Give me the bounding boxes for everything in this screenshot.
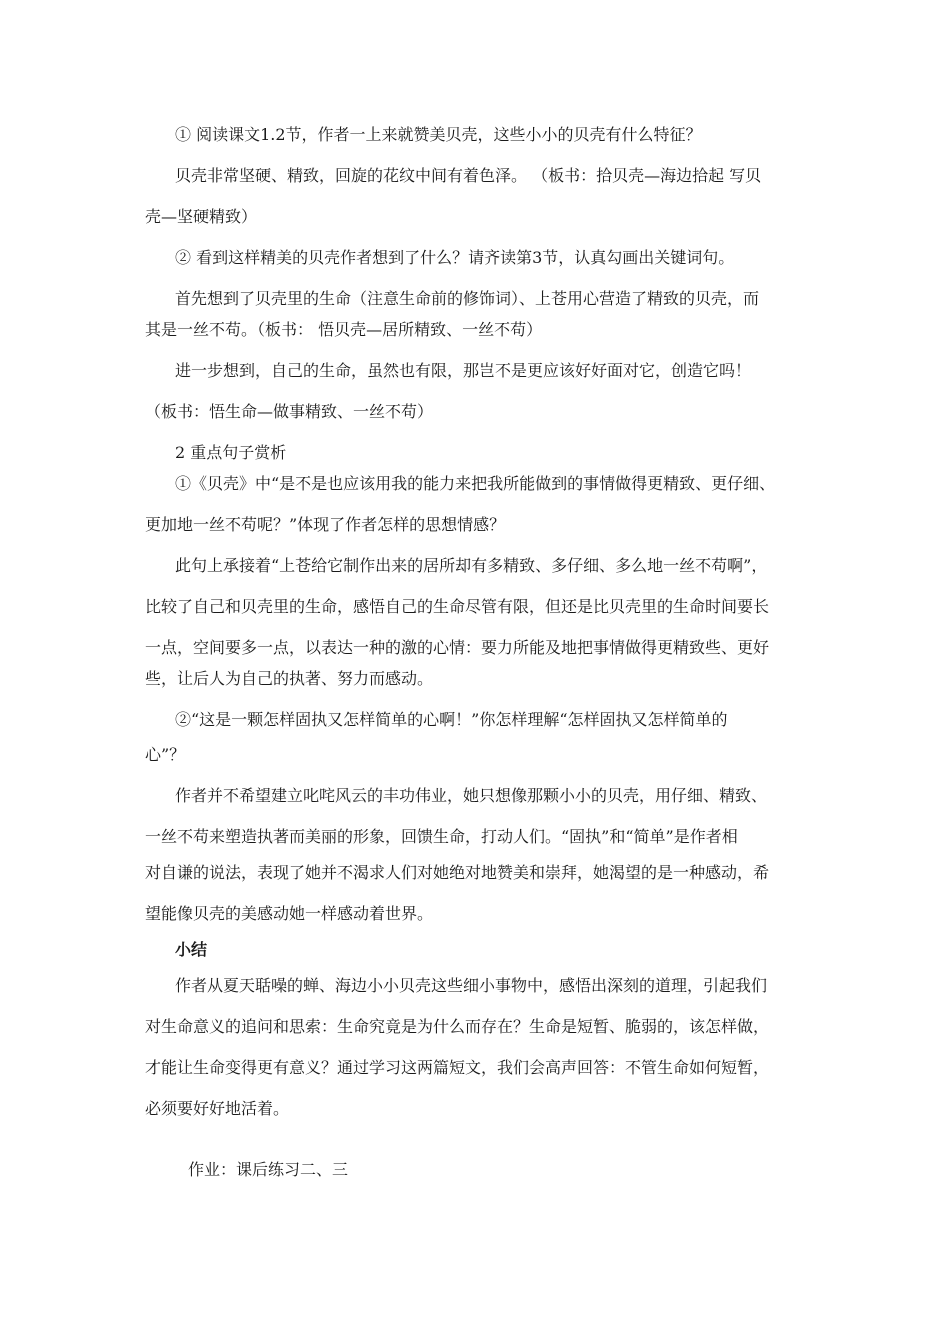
answer-2-line-1: 首先想到了贝壳里的生命（注意生命前的修饰词）、上苍用心营造了精致的贝壳，而 (175, 289, 760, 308)
answer-3-line-2: （板书：悟生命—做事精致、一丝不苟） (145, 402, 434, 421)
summary-line-2: 对生命意义的追问和思索：生命究竟是为什么而存在？生命是短暂、脆弱的，该怎样做， (145, 1017, 770, 1036)
analysis-1-line-1: 此句上承接着“上苍给它制作出来的居所却有多精致、多仔细、多么地一丝不苟啊”， (175, 556, 768, 575)
analysis-2-line-4: 望能像贝壳的美感动她一样感动着世界。 (145, 904, 434, 923)
sentence-2-line-2: 心”？ (145, 745, 186, 764)
summary-line-3: 才能让生命变得更有意义？通过学习这两篇短文，我们会高声回答：不管生命如何短暂， (145, 1058, 770, 1077)
question-2-line: ② 看到这样精美的贝壳作者想到了什么？请齐读第3节，认真勾画出关键词句。 (175, 248, 735, 267)
analysis-2-line-3: 对自谦的说法，表现了她并不渴求人们对她绝对地赞美和崇拜，她渴望的是一种感动，希 (145, 863, 770, 882)
analysis-1-line-3: 一点，空间要多一点，以表达一种的激的心情：要力所能及地把事情做得更精致些、更好 (145, 638, 770, 657)
sentence-2-line-1: ②“这是一颗怎样固执又怎样简单的心啊！”你怎样理解“怎样固执又怎样简单的 (175, 710, 728, 729)
answer-1-line-1: 贝壳非常坚硬、精致，回旋的花纹中间有着色泽。 （板书：拾贝壳—海边拾起 写贝 (175, 166, 762, 185)
summary-line-4: 必须要好好地活着。 (145, 1099, 290, 1118)
sentence-1-line-1: ①《贝壳》中“是不是也应该用我的能力来把我所能做到的事情做得更精致、更仔细、 (175, 474, 776, 493)
answer-2-line-2: 其是一丝不苟。（板书： 悟贝壳—居所精致、一丝不苟） (145, 320, 543, 339)
answer-1-line-2: 壳—坚硬精致） (145, 207, 258, 226)
homework-line: 作业：课后练习二、三 (188, 1160, 349, 1179)
question-1-line: ① 阅读课文1.2节，作者一上来就赞美贝壳，这些小小的贝壳有什么特征？ (175, 125, 702, 144)
summary-heading: 小结 (175, 940, 208, 959)
analysis-2-line-2: 一丝不苟来塑造执著而美丽的形象，回馈生命，打动人们。“固执”和“简单”是作者相 (145, 827, 738, 846)
analysis-1-line-2: 比较了自己和贝壳里的生命，感悟自己的生命尽管有限，但还是比贝壳里的生命时间要长 (145, 597, 770, 616)
sentence-1-line-2: 更加地一丝不苟呢？”体现了作者怎样的思想情感？ (145, 515, 506, 534)
summary-line-1: 作者从夏天聒噪的蝉、海边小小贝壳这些细小事物中，感悟出深刻的道理，引起我们 (175, 976, 768, 995)
analysis-2-line-1: 作者并不希望建立叱咤风云的丰功伟业，她只想像那颗小小的贝壳，用仔细、精致、 (175, 786, 768, 805)
analysis-1-line-4: 些，让后人为自己的执著、努力而感动。 (145, 669, 434, 688)
section-heading-2: 2 重点句子赏析 (175, 443, 287, 462)
answer-3-line-1: 进一步想到，自己的生命，虽然也有限，那岂不是更应该好好面对它，创造它吗！ (175, 361, 752, 380)
